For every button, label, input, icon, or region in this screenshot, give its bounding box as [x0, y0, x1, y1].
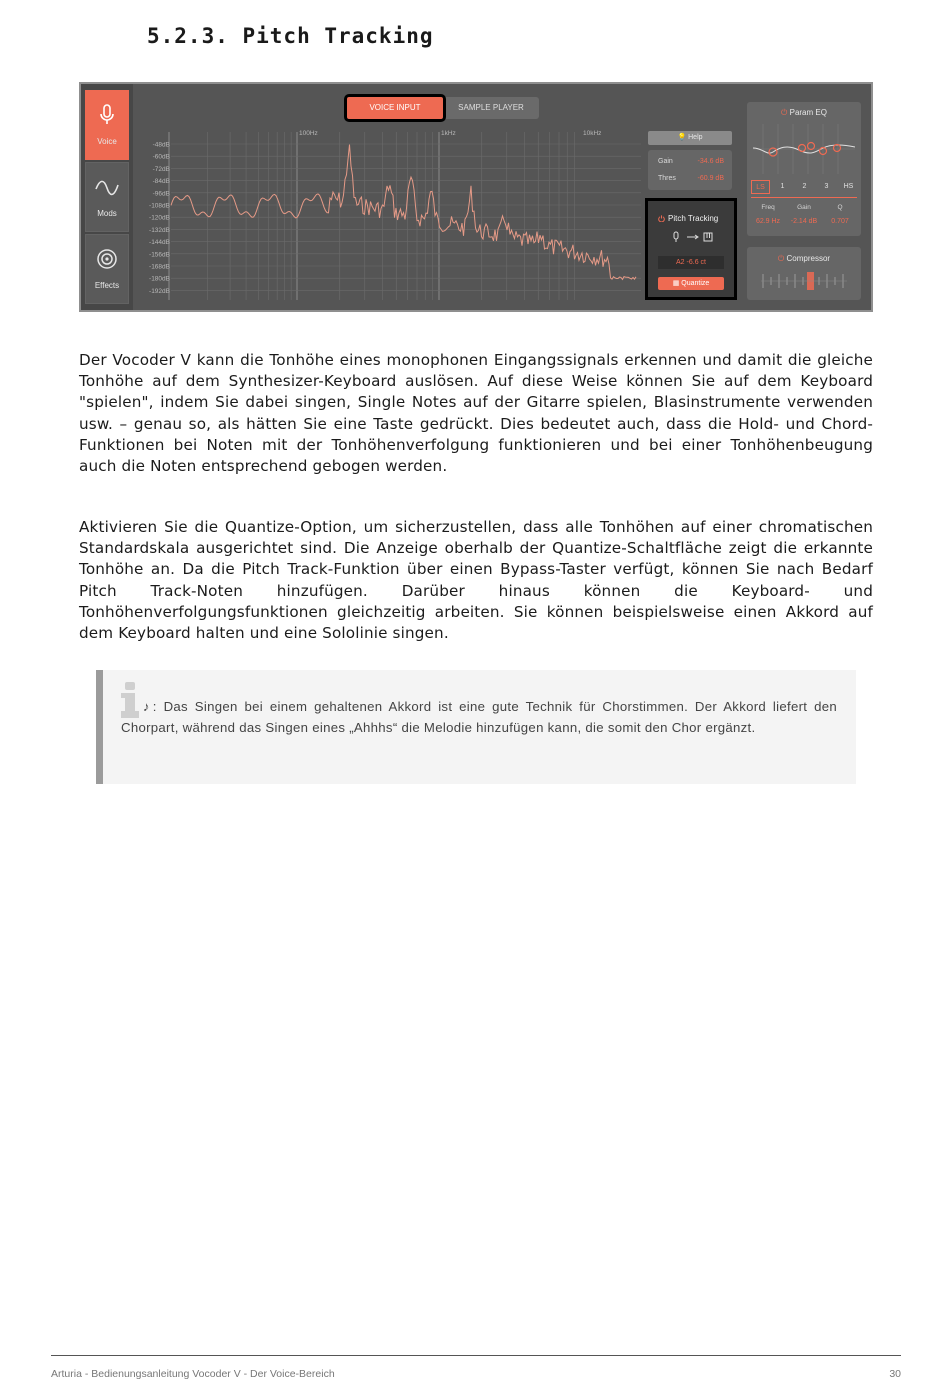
- eq-band-selector: [751, 180, 857, 194]
- quantize-label: Quantize: [681, 280, 710, 287]
- freq-tick-label: 10kHz: [583, 130, 602, 137]
- eq-curve-display[interactable]: [753, 122, 855, 176]
- db-tick-label: -120dB: [149, 214, 170, 222]
- vocoder-screenshot: [79, 82, 873, 312]
- page-number: 30: [889, 1368, 901, 1380]
- footer-divider: [51, 1355, 901, 1356]
- nav-mods-label: Mods: [97, 209, 117, 218]
- info-note-text: ♪: Das Singen bei einem gehaltenen Akkord ist eine gute Technik für Chorstimmen. Der Akkord liefert den Chorpart, während das Singen eines „Ahhhs“ die Melodie hinzufügen kann, die somit den Chor ergänzt.: [121, 699, 837, 735]
- pitch-tracking-title: Pitch Tracking: [668, 214, 719, 223]
- nav-effects-label: Effects: [94, 281, 120, 290]
- eq-gain-value[interactable]: -2.14 dB: [790, 218, 818, 225]
- eq-freq-value[interactable]: 62.9 Hz: [755, 218, 781, 225]
- eq-band-2[interactable]: 2: [802, 183, 807, 190]
- freq-tick-label: 100Hz: [299, 130, 318, 137]
- eq-divider: [751, 197, 857, 198]
- compressor-meter[interactable]: [761, 271, 847, 291]
- eq-band-hs[interactable]: HS: [843, 183, 854, 190]
- db-tick-label: -108dB: [149, 202, 170, 210]
- nav-mods-button[interactable]: [85, 162, 129, 232]
- power-icon[interactable]: [658, 215, 665, 222]
- pitch-tracking-panel: [645, 198, 737, 300]
- param-eq-title: [747, 108, 861, 118]
- db-tick-label: -192dB: [149, 287, 170, 295]
- eq-gain-label: Gain: [797, 204, 811, 211]
- db-tick-label: -156dB: [149, 251, 170, 259]
- noise-gate-panel: [648, 150, 732, 190]
- nav-voice-button[interactable]: [85, 90, 129, 160]
- power-icon[interactable]: ⏻: [777, 254, 787, 263]
- keyboard-icon: ▦: [672, 280, 682, 287]
- spectrum-analyzer: [149, 128, 641, 300]
- nav-effects-button[interactable]: [85, 234, 129, 304]
- db-tick-label: -132dB: [149, 226, 170, 234]
- compressor-title-text: Compressor: [786, 254, 831, 263]
- db-tick-label: -48dB: [152, 141, 170, 149]
- eq-q-label: Q: [837, 204, 843, 211]
- compressor-panel: [747, 247, 861, 300]
- db-tick-label: -72dB: [152, 165, 170, 173]
- detected-note-display: A2 -6.6 ct: [658, 256, 724, 269]
- compressor-title: [747, 254, 861, 264]
- paragraph-quantize: Aktivieren Sie die Quantize-Option, um sicherzustellen, dass alle Tonhöhen auf einer chromatischen Standardskala ausgerichtet sind. Die Anzeige oberhalb der Quantize-Schaltfläche zeigt die erkannte Tonhöhe an. Da die Pitch Track-Funktion über einen Bypass-Taster verfügt, können Sie nach Bedarf Pitch Track-Noten hinzufügen. Darüber hinaus können die Keyboard- und Tonhöhenverfolgungsfunktionen gleichzeitig arbeiten. Sie können beispielsweise einen Akkord auf dem Keyboard halten und eine Sololinie singen.: [79, 518, 873, 643]
- wave-icon: [94, 175, 120, 199]
- source-tabs: [347, 97, 539, 119]
- db-tick-label: -96dB: [152, 190, 170, 198]
- param-eq-panel: [747, 102, 861, 236]
- gate-thres-value[interactable]: -60.9 dB: [697, 175, 724, 182]
- gate-gain-value[interactable]: -34.6 dB: [697, 158, 724, 165]
- note-accent-bar: [96, 670, 103, 784]
- nav-sidebar: [81, 84, 133, 310]
- target-icon: [95, 247, 119, 271]
- eq-band-3[interactable]: 3: [824, 183, 829, 190]
- eq-band-1[interactable]: 1: [780, 183, 785, 190]
- freq-tick-label: 1kHz: [441, 130, 456, 137]
- db-tick-label: -168dB: [149, 263, 170, 271]
- footer-title: Arturia - Bedienungsanleitung Vocoder V - Der Voice-Bereich: [51, 1368, 335, 1380]
- microphone-icon: [95, 103, 119, 127]
- eq-q-value[interactable]: 0.707: [831, 218, 849, 225]
- tab-sample-player[interactable]: SAMPLE PLAYER: [458, 103, 524, 112]
- eq-freq-label: Freq: [761, 204, 775, 211]
- gate-thres-label: Thres: [658, 175, 676, 182]
- paragraph-pitch-tracking-intro: Der Vocoder V kann die Tonhöhe eines monophonen Eingangssignals erkennen und damit die gleiche Tonhöhe auf dem Synthesizer-Keyboard auslösen. Auf diese Weise können Sie auf dem Keyboard "spielen", indem Sie dabei singen, Single Notes auf der Gitarre spielen, Blasinstrumente verwenden usw. – genau so, als hätten Sie eine Taste gedrückt. Dies bedeutet auch, dass die Hold- und Chord-Funktionen bei Noten mit der Tonhöhenverfolgung funktionieren und bei einer Tonhöhenbeugung auch die Noten entsprechend gebogen werden.: [79, 351, 873, 476]
- param-eq-title-text: Param EQ: [789, 108, 827, 117]
- tab-voice-input[interactable]: VOICE INPUT: [347, 97, 443, 119]
- db-tick-label: -180dB: [149, 275, 170, 283]
- quantize-button[interactable]: [658, 277, 724, 290]
- db-tick-label: -60dB: [152, 153, 170, 161]
- eq-band-ls[interactable]: LS: [751, 180, 770, 194]
- help-label: Help: [688, 134, 703, 141]
- nav-voice-label: Voice: [97, 137, 117, 146]
- section-heading: 5.2.3. Pitch Tracking: [147, 24, 434, 48]
- gate-gain-label: Gain: [658, 158, 673, 165]
- power-icon[interactable]: ⏻: [781, 108, 790, 117]
- db-tick-label: -144dB: [149, 239, 170, 247]
- info-note-box: [96, 670, 856, 784]
- help-button[interactable]: [648, 131, 732, 145]
- mic-to-keyboard-icon: [672, 231, 716, 243]
- lightbulb-icon: 💡: [677, 134, 687, 141]
- db-tick-label: -84dB: [152, 178, 170, 186]
